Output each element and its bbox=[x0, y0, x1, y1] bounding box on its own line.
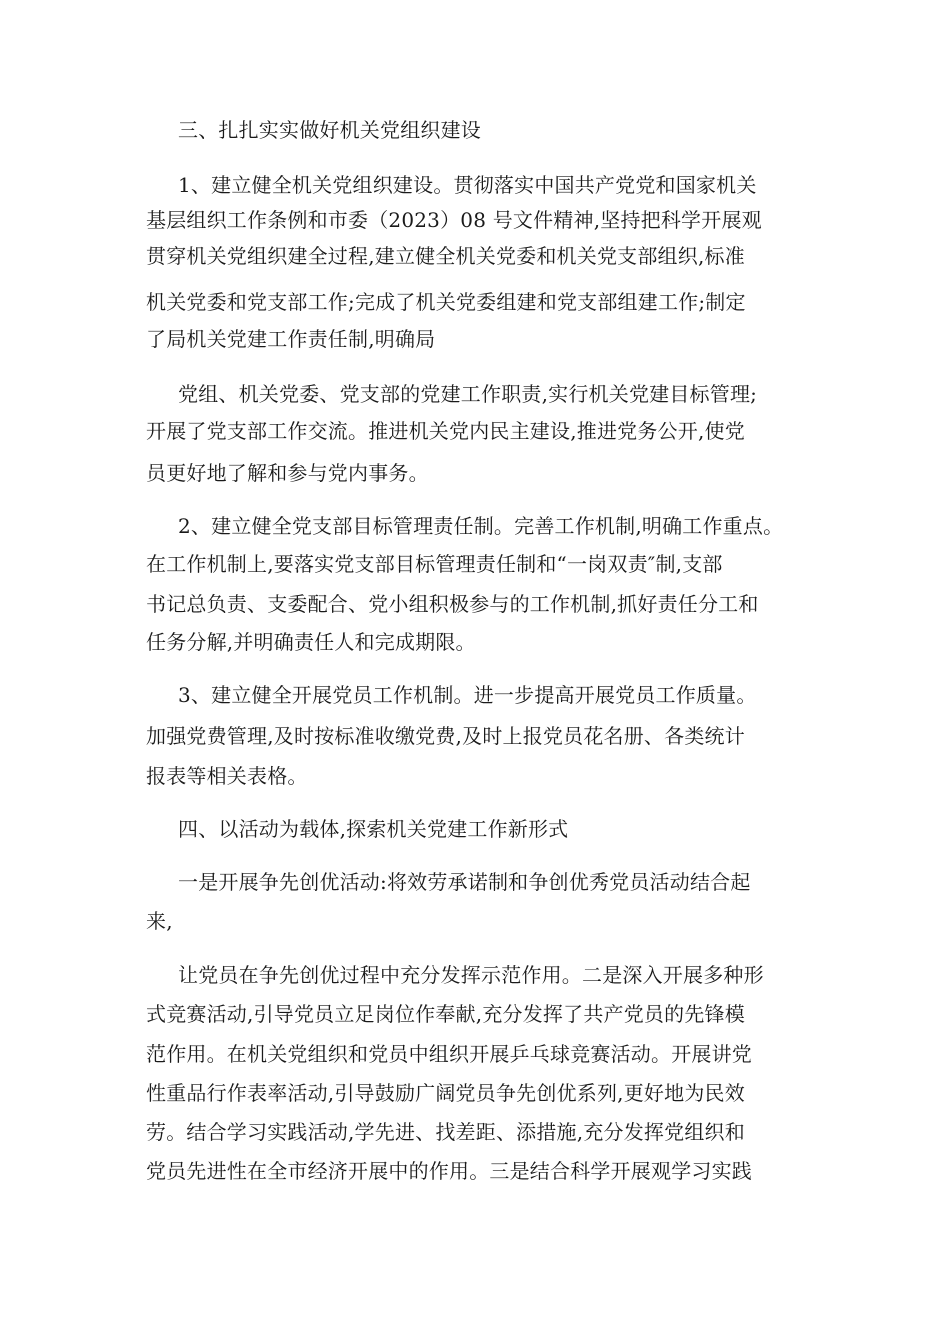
paragraph-line: 报表等相关表格。 bbox=[146, 764, 308, 788]
paragraph-line: 来, bbox=[146, 909, 173, 933]
paragraph-line: 贯穿机关党组织建全过程,建立健全机关党委和机关党支部组织,标准 bbox=[146, 244, 745, 268]
paragraph-line: 一是开展争先创优活动:将效劳承诺制和争创优秀党员活动结合起 bbox=[178, 870, 751, 894]
paragraph-line: 1、建立健全机关党组织建设。贯彻落实中国共产党党和国家机关 bbox=[178, 173, 757, 197]
paragraph-line: 加强党费管理,及时按标准收缴党费,及时上报党员花名册、各类统计 bbox=[146, 724, 745, 748]
paragraph-line: 书记总负责、支委配合、党小组积极参与的工作机制,抓好责任分工和 bbox=[146, 592, 759, 616]
paragraph-line: 党员先进性在全市经济开展中的作用。三是结合科学开展观学习实践 bbox=[146, 1159, 752, 1183]
paragraph-line: 基层组织工作条例和市委（2023）08 号文件精神,坚持把科学开展观 bbox=[146, 208, 762, 232]
paragraph-line: 了局机关党建工作责任制,明确局 bbox=[146, 327, 436, 351]
paragraph-line: 性重品行作表率活动,引导鼓励广阔党员争先创优系列,更好地为民效 bbox=[146, 1081, 745, 1105]
paragraph-line: 劳。结合学习实践活动,学先进、找差距、添措施,充分发挥党组织和 bbox=[146, 1120, 745, 1144]
paragraph-line: 3、建立健全开展党员工作机制。进一步提高开展党员工作质量。 bbox=[178, 683, 757, 707]
paragraph-line: 任务分解,并明确责任人和完成期限。 bbox=[146, 630, 476, 654]
paragraph-line: 开展了党支部工作交流。推进机关党内民主建设,推进党务公开,使党 bbox=[146, 419, 745, 443]
section-heading-4: 四、以活动为载体,探索机关党建工作新形式 bbox=[178, 817, 569, 841]
paragraph-line: 让党员在争先创优过程中充分发挥示范作用。二是深入开展多种形 bbox=[178, 963, 764, 987]
paragraph-line: 党组、机关党委、党支部的党建工作职责,实行机关党建目标管理; bbox=[178, 382, 758, 406]
paragraph-line: 2、建立健全党支部目标管理责任制。完善工作机制,明确工作重点。 bbox=[178, 514, 784, 538]
paragraph-line: 机关党委和党支部工作;完成了机关党委组建和党支部组建工作;制定 bbox=[146, 290, 746, 314]
paragraph-line: 在工作机制上,要落实党支部目标管理责任制和“一岗双责″制,支部 bbox=[146, 552, 723, 576]
paragraph-line: 式竞赛活动,引导党员立足岗位作奉献,充分发挥了共产党员的先锋模 bbox=[146, 1002, 745, 1026]
section-heading-3: 三、扎扎实实做好机关党组织建设 bbox=[178, 118, 481, 142]
paragraph-line: 员更好地了解和参与党内事务。 bbox=[146, 461, 429, 485]
paragraph-line: 范作用。在机关党组织和党员中组织开展乒乓球竞赛活动。开展讲党 bbox=[146, 1042, 752, 1066]
